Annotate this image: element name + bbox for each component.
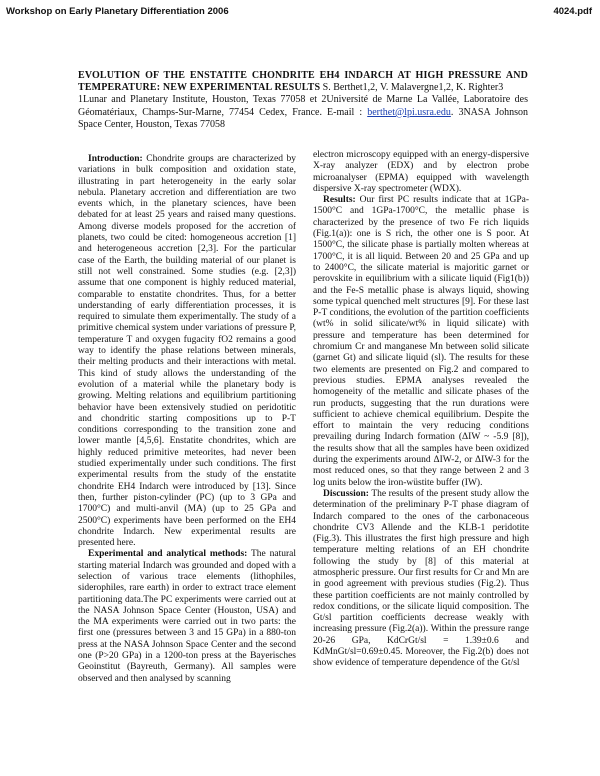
affiliation-3: . 3NASA Johnson Space Center, Houston, Texas 77058 <box>78 106 528 130</box>
results-heading: Results: <box>323 195 356 206</box>
paper-title: EVOLUTION OF THE ENSTATITE CHONDRITE EH4 INDARCH AT HIGH PRESSURE AND TEMPERATURE: NEW EXPERIMENTAL RESULTS <box>78 70 528 94</box>
results-paragraph <box>313 195 529 489</box>
discussion-text: The results of the present study allow the determination of the preliminary P-T phase diagram of Indarch compared to the ones of the carbonaceous chondrite CV3 Allende and the KLB-1 peridotite (Fig.3). This illustrates the first high pressure and high temperature melting relations of an EH chondrite following the study by [8] of this material at atmospheric pressure. Our first results for Cr and Mn are in good agreement with previous studies (Fig.2). Thus these partition coefficients are not mainly controlled by redox conditions, or the silicate liquid composition. The Gt/sl partition coefficients decrease weakly with increasing pressure (Fig.2(a)). Within the pressure range 20-26 GPa, KdCrGt/sl = 1.39±0.6 and KdMnGt/sl=0.69±0.45. Moreover, the Fig.2(b) does not show evidence of temperature dependence of the Gt/sl <box>313 488 529 669</box>
methods-heading: Experimental and analytical methods: <box>88 549 248 560</box>
methods-paragraph <box>78 549 296 685</box>
left-column <box>78 154 296 685</box>
methods-continued-text: electron microscopy equipped with an energy-dispersive X-ray analyzer (EDX) and by electron probe microanalyser (EPMA) equipped with wavelength dispersive X-ray spectrometer (WDX). <box>313 150 529 194</box>
paper-title-block <box>78 70 528 131</box>
discussion-heading: Discussion: <box>323 488 369 499</box>
right-column <box>313 150 529 670</box>
affiliations: 1Lunar and Planetary Institute, Houston, Texas 77058 et 2Université de Marne La Vallée, Laboratoire des Géomatériaux, Champs-Sur-Marne, 77454 Cedex, France. E-mail : <box>78 94 528 118</box>
document-id: 4024.pdf <box>553 6 592 17</box>
discussion-paragraph <box>313 489 529 670</box>
authors: S. Berthet1,2, V. Malavergne1,2, K. Righter3 <box>322 82 504 94</box>
workshop-name: Workshop on Early Planetary Differentiation 2006 <box>6 6 229 17</box>
introduction-paragraph <box>78 154 296 549</box>
methods-continued-paragraph <box>313 150 529 195</box>
methods-text: The natural starting material Indarch was grounded and doped with a selection of various trace elements (lithophiles, siderophiles, rare earth) in order to extract trace element partitioning data.The PC experiments were carried out at the NASA Johnson Space Center (Houston, USA) and the MA experiments were carried out in two parts: the first one (pressures between 3 and 15 GPa) in a 880-ton press at the NASA Johnson Space Center and the second one (P>20 GPa) in a 1200-ton press at the Bayerisches Geoinstitut (Bayreuth, Germany). All samples were observed and then analysed by scanning <box>78 549 296 684</box>
email-link[interactable]: berthet@lpi.usra.edu <box>367 106 451 118</box>
results-text: Our first PC results indicate that at 1GPa-1500°C and 1GPa-1700°C, the metallic phase is characterized by the presence of two Fe rich liquids (Fig.1(a)): one is S rich, the other one is S poor. At 1500°C, the silicate phase is partially molten whereas at 1700°C, it is all liquid. Between 20 and 25 GPa and up to 2400°C, the silicate material is majoritic garnet or perovskite in equilibrium with a silicate liquid (Fig1(b)) and the Fe-S metallic phase is always liquid, showing some typical quenched melt structures [9]. For these last P-T conditions, the evolution of the partition coefficients (wt% in solid silicate/wt% in liquid silicate) with pressure and temperature has been determined for chromium Cr and manganese Mn between solid silicate (garnet Gt) and silicate liquid (sl). The results for these two elements are presented on Fig.2 and compared to previous studies. EPMA analyses revealed the homogeneity of the metallic and silicate phases of the run products, suggesting that the run durations were sufficient to achieve chemical equilibrium. Despite the effort to maintain the very reducing conditions prevailing during Indarch formation (ΔIW ~ -5.9 [8]), the results show that all the samples have been oxidized during the experiments around ΔIW-2, or ΔIW-3 for the most reduced ones, so that they range between 2 and 3 log units below the iron-wüstite buffer (IW). <box>313 195 529 488</box>
running-header <box>0 6 600 20</box>
introduction-text: Chondrite groups are characterized by variations in bulk composition and oxidation state, illustrating in part heterogeneity in the early solar nebula. Planetary accretion and differentiation are two events which, in the planetary sciences, have been debated for at least 25 years and raised many questions. Among diverse models proposed for the accretion of planets, two could be cited: homogeneous accretion [1] and heterogeneous accretion [2,3]. For the particular case of the Earth, the building material of our planet is still not well constrained. Some studies (e.g. [2,3]) assume that one component is highly reduced material, comparable to enstatite chondrites. Thus, for a better understanding of early differentiation processes, it is required to simulate them experimentally. The study of a primitive chemical system under variations of pressure P, temperature T and oxygen fugacity fO2 remains a good way to identify the phase relations between minerals, their melting products and their interactions with metal. This kind of study allows the understanding of the evolution of a material while the planetary body is growing. Melting relations and equilibrium partitioning behavior have been extensively studied on peridotitic and chondritic starting compositions up to P-T conditions corresponding to the transition zone and lower mantle [4,5,6]. Enstatite chondrites, which are highly reduced primitive meteorites, had never been studied experimentally under such conditions. The first experimental results from the study of the enstatite chondrite EH4 Indarch were introduced by [13]. Since then, further piston-cylinder (PC) (up to 3 GPa and 1700°C) and multi-anvil (MA) (up to 25 GPa and 2500°C) experiments have been performed on the EH4 chondrite Indarch. New experimental results are presented here. <box>78 154 297 549</box>
introduction-heading: Introduction: <box>88 154 143 164</box>
